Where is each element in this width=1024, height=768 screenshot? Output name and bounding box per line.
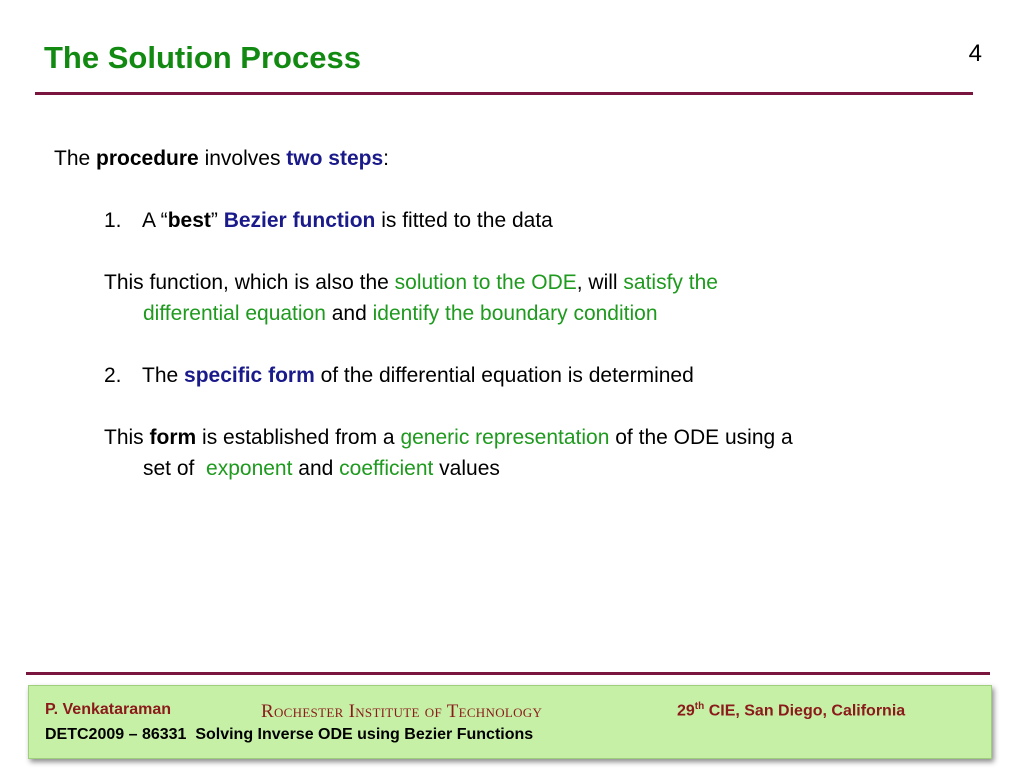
step-1-detail-text: and (325, 302, 373, 325)
step-2-detail-text: This (104, 426, 150, 449)
footer-institution: Rochester Institute of Technology (261, 701, 543, 722)
coefficient: coefficient (339, 457, 434, 480)
step-1-detail-line-1 (104, 267, 718, 298)
intro-text: involves (198, 147, 287, 170)
step-2 (104, 360, 694, 391)
intro-two-steps: two steps (286, 147, 384, 170)
step-2-text: of the differential equation is determined (314, 364, 694, 387)
step-2-text: The (142, 364, 185, 387)
page-number: 4 (968, 40, 982, 67)
footer-paper-info: DETC2009 – 86331 Solving Inverse ODE using Bezier Functions (45, 726, 534, 743)
differential-equation: differential equation (143, 302, 326, 325)
step-2-form: form (149, 426, 197, 449)
solution-to-ode: solution to the ODE (394, 271, 577, 294)
footer-author: P. Venkataraman (45, 701, 172, 718)
step-2-detail-text: and (292, 457, 340, 480)
conf-location: CIE, San Diego, California (704, 702, 906, 720)
intro-text: : (383, 147, 389, 170)
step-2-detail-text: values (433, 457, 500, 480)
intro-text: The (54, 147, 97, 170)
footer-divider (26, 672, 990, 675)
generic-representation: generic representation (400, 426, 610, 449)
identify-boundary-condition: identify the boundary condition (372, 302, 658, 325)
step-2-number: 2. (104, 364, 122, 387)
step-2-detail-text: is established from a (196, 426, 401, 449)
step-2-detail-text: of the ODE using a (609, 426, 793, 449)
step-1-text: ” (210, 209, 224, 232)
footer-banner (28, 685, 992, 759)
step-1-number: 1. (104, 209, 122, 232)
step-2-detail-line-1 (104, 422, 793, 453)
intro-paragraph (54, 143, 389, 174)
step-1-bezier-function: Bezier function (223, 209, 376, 232)
footer-conference (677, 701, 905, 720)
title-divider (35, 92, 973, 95)
intro-procedure: procedure (96, 147, 199, 170)
step-1-detail-text: , will (576, 271, 624, 294)
satisfy-the: satisfy the (623, 271, 718, 294)
step-1-detail-line-2 (143, 298, 658, 329)
step-1 (104, 205, 553, 236)
exponent: exponent (206, 457, 293, 480)
conf-number: 29 (677, 702, 695, 720)
step-2-detail-line-2 (143, 453, 500, 484)
step-1-text: is fitted to the data (375, 209, 553, 232)
step-1-detail-text: This function, which is also the (104, 271, 395, 294)
step-2-specific-form: specific form (184, 364, 315, 387)
slide-title: The Solution Process (44, 40, 361, 75)
step-1-best: best (167, 209, 211, 232)
step-1-text: A “ (142, 209, 168, 232)
step-2-detail-text: set of (143, 457, 207, 480)
conf-superscript: th (694, 701, 705, 712)
